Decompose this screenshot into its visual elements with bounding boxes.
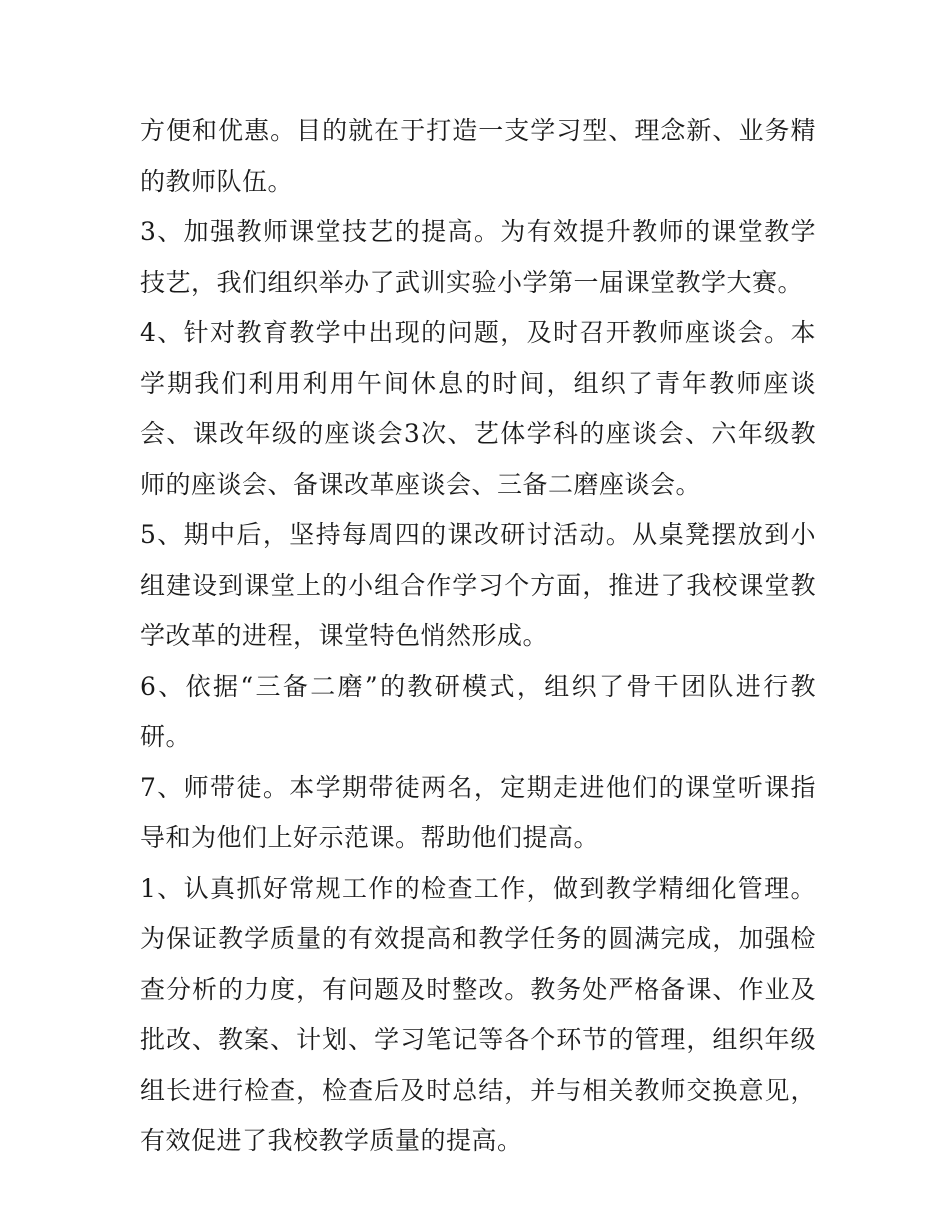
paragraph-5: 6、依据“三备二磨”的教研模式，组织了骨干团队进行教研。	[140, 671, 816, 751]
paragraph-2: 3、加强教师课堂技艺的提高。为有效提升教师的课堂教学技艺，我们组织举办了武训实验小学第一届课堂教学大赛。	[140, 217, 816, 297]
paragraph-6: 7、师带徒。本学期带徒两名，定期走进他们的课堂听课指导和为他们上好示范课。帮助他们提高。	[140, 772, 816, 852]
paragraph-4: 5、期中后，坚持每周四的课改研讨活动。从桌凳摆放到小组建设到课堂上的小组合作学习个方面，推进了我校课堂教学改革的进程，课堂特色悄然形成。	[140, 520, 816, 650]
paragraph-3: 4、针对教育教学中出现的问题，及时召开教师座谈会。本学期我们利用利用午间休息的时间，组织了青年教师座谈会、课改年级的座谈会3次、艺体学科的座谈会、六年级教师的座谈会、备课改革座谈会、三备二磨座谈会。	[140, 318, 816, 499]
paragraph-7: 1、认真抓好常规工作的检查工作，做到教学精细化管理。为保证教学质量的有效提高和教学任务的圆满完成，加强检查分析的力度，有问题及时整改。教务处严格备课、作业及批改、教案、计划、学习笔记等各个环节的管理，组织年级组长进行检查，检查后及时总结，并与相关教师交换意见，有效促进了我校教学质量的提高。	[140, 873, 816, 1155]
paragraph-1: 方便和优惠。目的就在于打造一支学习型、理念新、业务精的教师队伍。	[140, 116, 816, 196]
document-body	[140, 106, 816, 1167]
